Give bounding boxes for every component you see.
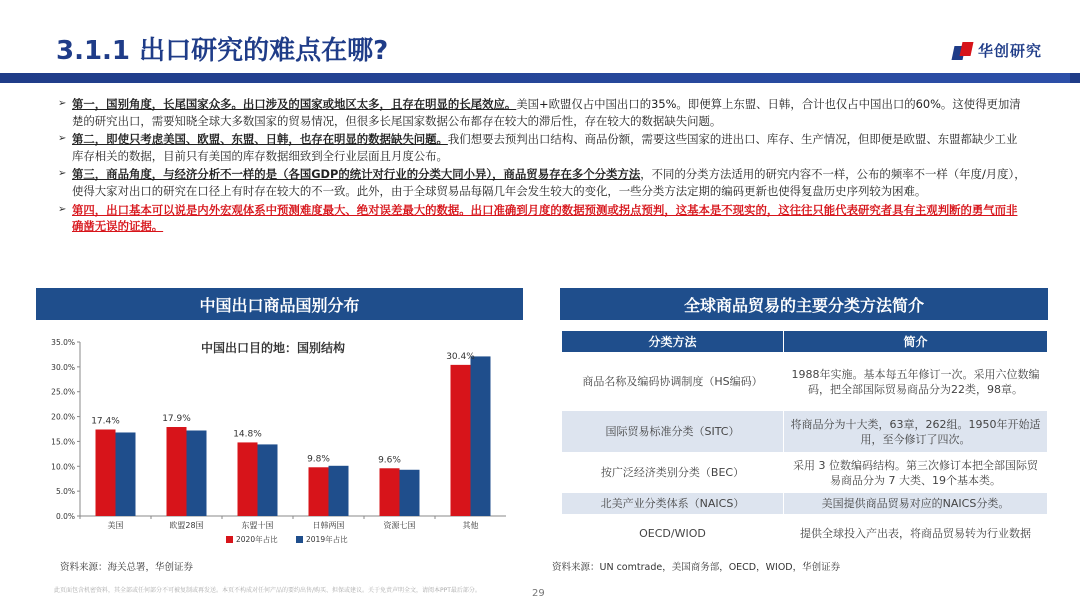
data-label: 14.8% <box>233 429 262 440</box>
legend-swatch <box>296 536 303 543</box>
table-cell-desc: 1988年实施。基本每五年修订一次。采用六位数编码，把全部国际贸易商品分为22类，98章。 <box>784 353 1048 411</box>
bullet-item-1 <box>58 96 1028 129</box>
y-tick-label: 5.0% <box>55 487 75 497</box>
arrow-bullet-icon: ➢ <box>58 168 67 180</box>
x-tick-label: 欧盟28国 <box>169 521 204 530</box>
arrow-bullet-icon: ➢ <box>58 133 67 145</box>
data-label: 17.4% <box>91 416 120 427</box>
chart-svg <box>36 330 523 556</box>
arrow-bullet-icon: ➢ <box>58 203 67 215</box>
x-tick-label: 资源七国 <box>383 521 416 530</box>
table-row <box>562 453 1048 493</box>
table-row <box>562 411 1048 453</box>
right-panel-header: 全球商品贸易的主要分类方法简介 <box>560 288 1048 320</box>
arrow-bullet-icon: ➢ <box>58 98 67 109</box>
y-tick-label: 35.0% <box>51 338 75 347</box>
bullet-item-4 <box>58 202 1028 235</box>
table-cell-method: 国际贸易标准分类（SITC） <box>562 411 784 453</box>
bar-2020 <box>380 468 400 516</box>
y-tick-label: 20.0% <box>51 412 75 422</box>
y-tick-label: 0.0% <box>55 512 75 521</box>
bullet-3-text: ，不同的分类方法适用的研究内容不一样，公布的频率不一样（年度/月度），使得大家对出口的研究在口径上有时存在较大的不一致。此外，由于全球贸易品每隔几年会发生较大的变化，一些分类方法定期的编码更新也使得复盘历史序列较为困难。 <box>72 167 1026 198</box>
bullet-1-text: 美国+欧盟仅占中国出口的35%。即便算上东盟、日韩，合计也仅占中国出口的60%。这使得更加清楚的研究出口，需要知晓全球大多数国家的贸易情况，但很多长尾国家数据公布都存在较大的滞后性，存在较大的数据缺失问题。 <box>72 97 1021 128</box>
bullet-item-3 <box>58 166 1028 199</box>
bar-2020 <box>309 467 329 516</box>
data-label: 9.8% <box>307 454 330 465</box>
left-panel-header: 中国出口商品国别分布 <box>36 288 523 320</box>
bullet-2-bold: 第二，即使只考虑美国、欧盟、东盟、日韩，也存在明显的数据缺失问题。 <box>72 132 448 147</box>
bar-2019 <box>329 466 349 516</box>
table-header-desc: 简介 <box>784 331 1048 353</box>
table-header-method: 分类方法 <box>562 331 784 353</box>
table-row <box>562 353 1048 411</box>
x-tick-label: 美国 <box>107 521 124 530</box>
x-tick-label: 东盟十国 <box>241 521 274 530</box>
table-row <box>562 515 1048 553</box>
bullet-list <box>58 96 1028 237</box>
logo-text: 华创研究 <box>977 42 1042 60</box>
brand-logo <box>953 40 1042 61</box>
bar-2019 <box>187 430 207 516</box>
bar-2020 <box>238 442 258 516</box>
bullet-4-text: 第四，出口基本可以说是内外宏观体系中预测难度最大、绝对误差最大的数据。出口准确到月度的数据预测或拐点预判，这基本是不现实的，这往往只能代表研究者具有主观判断的勇气而非确凿无误的证据。 <box>72 202 1018 234</box>
legend-label: 2019年占比 <box>306 535 348 544</box>
y-tick-label: 25.0% <box>51 387 75 397</box>
y-tick-label: 15.0% <box>51 437 75 447</box>
table-cell-method: 商品名称及编码协调制度（HS编码） <box>562 353 784 411</box>
bar-2019 <box>116 432 136 516</box>
data-label: 30.4% <box>446 351 475 362</box>
chart-title: 中国出口目的地：国别结构 <box>200 341 346 355</box>
data-label: 17.9% <box>162 414 191 425</box>
bullet-1-bold: 第一，国别角度，长尾国家众多。出口涉及的国家或地区太多，且存在明显的长尾效应。 <box>72 97 517 111</box>
table-cell-method: 北美产业分类体系（NAICS） <box>562 493 784 515</box>
logo-mark-icon <box>953 42 973 60</box>
right-source-note: 资料来源：UN comtrade，美国商务部，OECD，WIOD，华创证券 <box>552 562 841 573</box>
table-cell-method: 按广泛经济类别分类（BEC） <box>562 453 784 493</box>
bullet-item-2 <box>58 131 1028 164</box>
bar-2019 <box>258 444 278 516</box>
table-cell-desc: 将商品分为十大类，63章，262组。1950年开始适用，至今修订了四次。 <box>784 411 1048 453</box>
table-cell-desc: 采用 3 位数编码结构。第三次修订本把全部国际贸易商品分为 7 大类、19个基本类。 <box>784 453 1048 493</box>
page-number: 29 <box>532 588 545 599</box>
table-cell-method: OECD/WIOD <box>562 515 784 553</box>
left-source-note: 资料来源：海关总署，华创证券 <box>60 562 194 573</box>
bullet-2-text: 我们想要去预判出口结构、商品份额，需要这些国家的进出口、库存、生产情况，但即便是欧盟、东盟都缺少工业库存相关的数据，目前只有美国的库存数据细致到全行业层面且月度公布。 <box>72 132 1018 163</box>
table-cell-desc: 美国提供商品贸易对应的NAICS分类。 <box>784 493 1048 515</box>
bar-2020 <box>451 365 471 516</box>
x-tick-label: 日韩两国 <box>312 521 345 530</box>
bar-2019 <box>400 470 420 516</box>
legend-label: 2020年占比 <box>236 535 278 544</box>
y-tick-label: 30.0% <box>51 362 75 372</box>
y-tick-label: 10.0% <box>51 462 75 472</box>
page-title: 3.1.1 出口研究的难点在哪? <box>56 36 389 66</box>
bar-2020 <box>96 429 116 516</box>
disclaimer-note: 此页面包含机密资料，其全部或任何部分不可被复制或再发送。本页不构成对任何产品的要约出售/购买、担保或建议。关于免责声明全文，请阅本PPT最后部分。 <box>54 587 481 594</box>
title-divider <box>0 73 1080 83</box>
bar-2020 <box>167 427 187 516</box>
classification-table <box>561 330 1048 553</box>
legend-swatch <box>226 536 233 543</box>
table-cell-desc: 提供全球投入产出表，将商品贸易转为行业数据 <box>784 515 1048 553</box>
bar-2019 <box>471 356 491 516</box>
x-tick-label: 其他 <box>462 521 479 530</box>
bullet-3-bold: 第三，商品角度，与经济分析不一样的是（各国GDP的统计对行业的分类大同小异），商品贸易存在多个分类方法 <box>72 167 641 182</box>
table-row <box>562 493 1048 515</box>
export-bar-chart <box>36 330 523 556</box>
data-label: 9.6% <box>378 455 401 466</box>
